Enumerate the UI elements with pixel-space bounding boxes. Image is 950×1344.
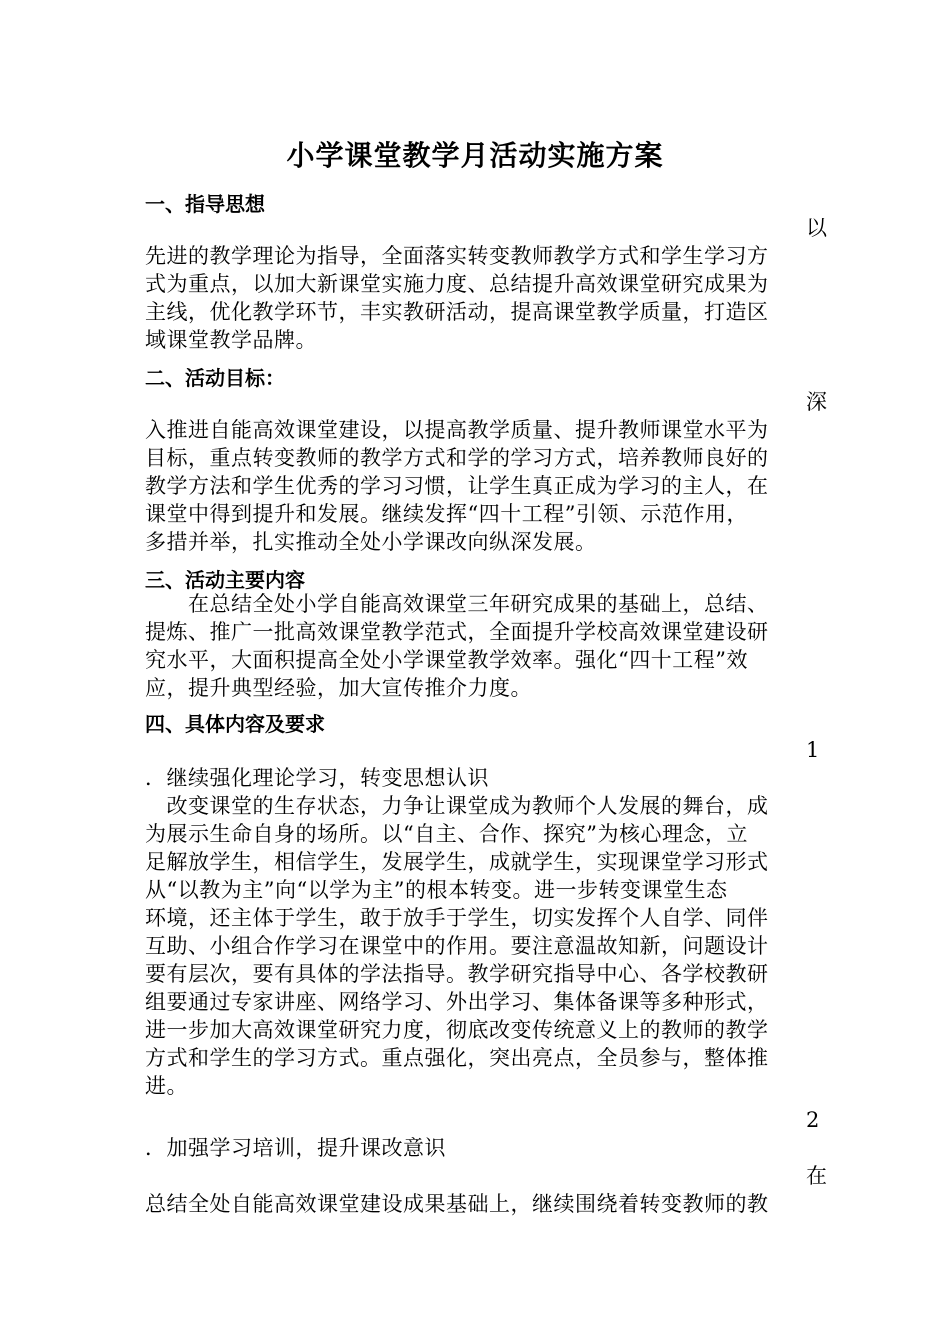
- paragraph-line: 进。: [145, 1074, 188, 1098]
- section-heading-guiding-ideology: 一、指导思想: [145, 192, 265, 216]
- paragraph-line: 进一步加大高效课堂研究力度，彻底改变传统意义上的教师的教学: [145, 1018, 769, 1042]
- paragraph-line: 为展示生命自身的场所。以“自主、合作、探究”为核心理念，立: [145, 822, 748, 846]
- paragraph-line: 目标，重点转变教师的教学方式和学的学习方式，培养教师良好的: [145, 446, 769, 470]
- paragraph-line: 域课堂教学品牌。: [145, 328, 317, 352]
- paragraph-line: 组要通过专家讲座、网络学习、外出学习、集体备课等多种形式，: [145, 990, 769, 1014]
- document-title: 小学课堂教学月活动实施方案: [286, 139, 664, 172]
- paragraph-lead-char: 深: [806, 390, 827, 414]
- paragraph-line: 入推进自能高效课堂建设，以提高教学质量、提升教师课堂水平为: [145, 418, 769, 442]
- paragraph-line: 方式和学生的学习方式。重点强化，突出亮点，全员参与，整体推: [145, 1046, 769, 1070]
- paragraph-line: 从“以教为主”向“以学为主”的根本转变。进一步转变课堂生态: [145, 878, 728, 902]
- paragraph-line: 互助、小组合作学习在课堂中的作用。要注意温故知新，问题设计: [145, 934, 769, 958]
- paragraph-line: 先进的教学理论为指导，全面落实转变教师教学方式和学生学习方: [145, 244, 769, 268]
- item-title: ．加强学习培训，提升课改意识: [145, 1136, 446, 1160]
- paragraph-line: 主线，优化教学环节，丰实教研活动，提高课堂教学质量，打造区: [145, 300, 769, 324]
- item-number: 2: [806, 1108, 820, 1132]
- paragraph-line: 多措并举，扎实推动全处小学课改向纵深发展。: [145, 530, 597, 554]
- section-heading-activity-goals: 二、活动目标：: [145, 366, 285, 390]
- paragraph-line: 改变课堂的生存状态，力争让课堂成为教师个人发展的舞台，成: [145, 794, 769, 818]
- paragraph-line: 要有层次，要有具体的学法指导。教学研究指导中心、各学校教研: [145, 962, 769, 986]
- item-number: 1: [806, 738, 820, 762]
- paragraph-line: 究水平，大面积提高全处小学课堂教学效率。强化“四十工程”效: [145, 648, 748, 672]
- paragraph-line: 课堂中得到提升和发展。继续发挥“四十工程”引领、示范作用，: [145, 502, 748, 526]
- paragraph-line: 提炼、推广一批高效课堂教学范式，全面提升学校高效课堂建设研: [145, 620, 769, 644]
- paragraph-line: 在总结全处小学自能高效课堂三年研究成果的基础上，总结、: [145, 592, 769, 616]
- paragraph-line: 教学方法和学生优秀的学习习惯，让学生真正成为学习的主人，在: [145, 474, 769, 498]
- paragraph-lead-char: 以: [806, 216, 827, 240]
- item-title: ．继续强化理论学习，转变思想认识: [145, 766, 489, 790]
- paragraph-line: 式为重点，以加大新课堂实施力度、总结提升高效课堂研究成果为: [145, 272, 769, 296]
- paragraph-line: 环境，还主体于学生，敢于放手于学生，切实发挥个人自学、同伴: [145, 906, 769, 930]
- paragraph-line: 足解放学生，相信学生，发展学生，成就学生，实现课堂学习形式: [145, 850, 769, 874]
- section-heading-main-content: 三、活动主要内容: [145, 568, 305, 592]
- paragraph-line: 应，提升典型经验，加大宣传推介力度。: [145, 676, 532, 700]
- paragraph-line: 总结全处自能高效课堂建设成果基础上，继续围绕着转变教师的教: [145, 1192, 769, 1216]
- section-heading-requirements: 四、具体内容及要求: [145, 712, 325, 736]
- paragraph-lead-char: 在: [806, 1164, 827, 1188]
